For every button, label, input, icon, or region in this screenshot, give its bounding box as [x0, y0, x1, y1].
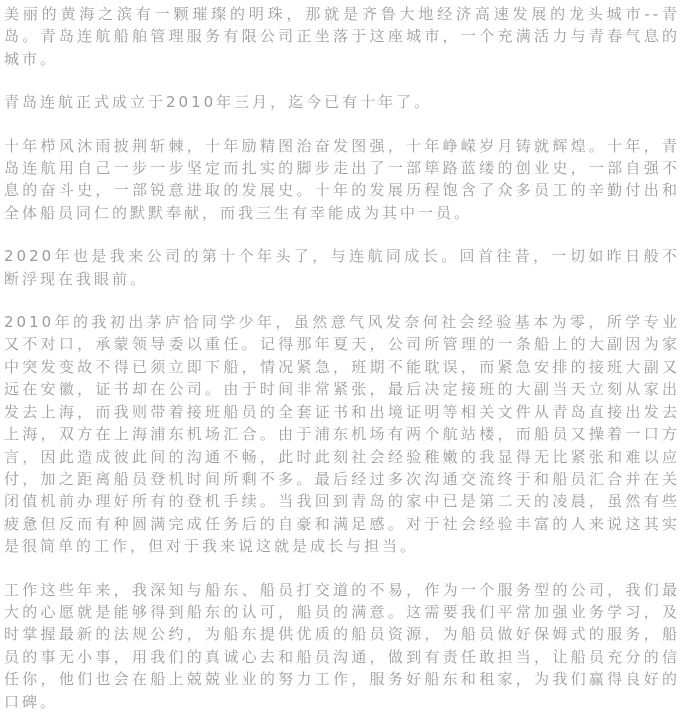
paragraph-founding: 青岛连航正式成立于2010年三月，迄今已有十年了。 [4, 93, 433, 112]
paragraph-2010-story: 2010年的我初出茅庐恰同学少年，虽然意气风发奈何社会经验基本为零，所学专业又不对口，承蒙领导委以重任。记得那年夏天，公司所管理的一条船上的大副因为家中突发变故不得已须立即下船，情况紧急，班期不能耽误，而紧急安排的接班大副又远在安徽，证书却在公司。由于时间非常紧张，最后决定接班的大副当天立刻从家出发去上海，而我则带着接班船员的全套证书和出境证明等相关文件从青岛直接出发去上海，双方在上海浦东机场汇合。由于浦东机场有两个航站楼，而船员又操着一口方言，因此造成彼此间的沟通不畅，此时此刻社会经验稚嫩的我显得无比紧张和难以应付，加之距离船员登机时间所剩不多。最后经过多次沟通交流终于和船员汇合并在关闭值机前办理好所有的登机手续。当我回到青岛的家中已是第二天的凌晨，虽然有些疲惫但反而有种圆满完成任务后的自豪和满足感。对于社会经验丰富的人来说这其实是很简单的工作，但对于我来说这就是成长与担当。 [4, 313, 680, 556]
paragraph-2020-anniversary: 2020年也是我来公司的第十个年头了，与连航同成长。回首往昔，一切如昨日般不断浮现在我眼前。 [4, 247, 680, 288]
paragraph-work-reflection: 工作这些年来，我深知与船东、船员打交道的不易，作为一个服务型的公司，我们最大的心愿就是能够得到船东的认可，船员的满意。这需要我们平常加强业务学习，及时掌握最新的法规公约，为船东提供优质的船员资源，为船员做好保姆式的服务，船员的事无小事，用我们的真诚心去和船员沟通，做到有责任敢担当，让船员充分的信任你，他们也会在船上兢兢业业的努力工作，服务好船东和租家，为我们赢得良好的口碑。 [4, 580, 680, 711]
paragraph-ten-years: 十年栉风沐雨披荆斩棘，十年励精图治奋发图强，十年峥嵘岁月铸就辉煌。十年，青岛连航用自己一步一步坚定而扎实的脚步走出了一部筚路蓝缕的创业史，一部自强不息的奋斗史，一部锐意进取的发展史。十年的发展历程饱含了众多员工的辛勤付出和全体船员同仁的默默奉献，而我三生有幸能成为其中一员。 [4, 136, 680, 222]
paragraph-intro-city: 美丽的黄海之滨有一颗璀璨的明珠，那就是齐鲁大地经济高速发展的龙头城市--青岛。青岛连航船舶管理服务有限公司正坐落于这座城市，一个充满活力与青春气息的城市。 [4, 5, 680, 68]
